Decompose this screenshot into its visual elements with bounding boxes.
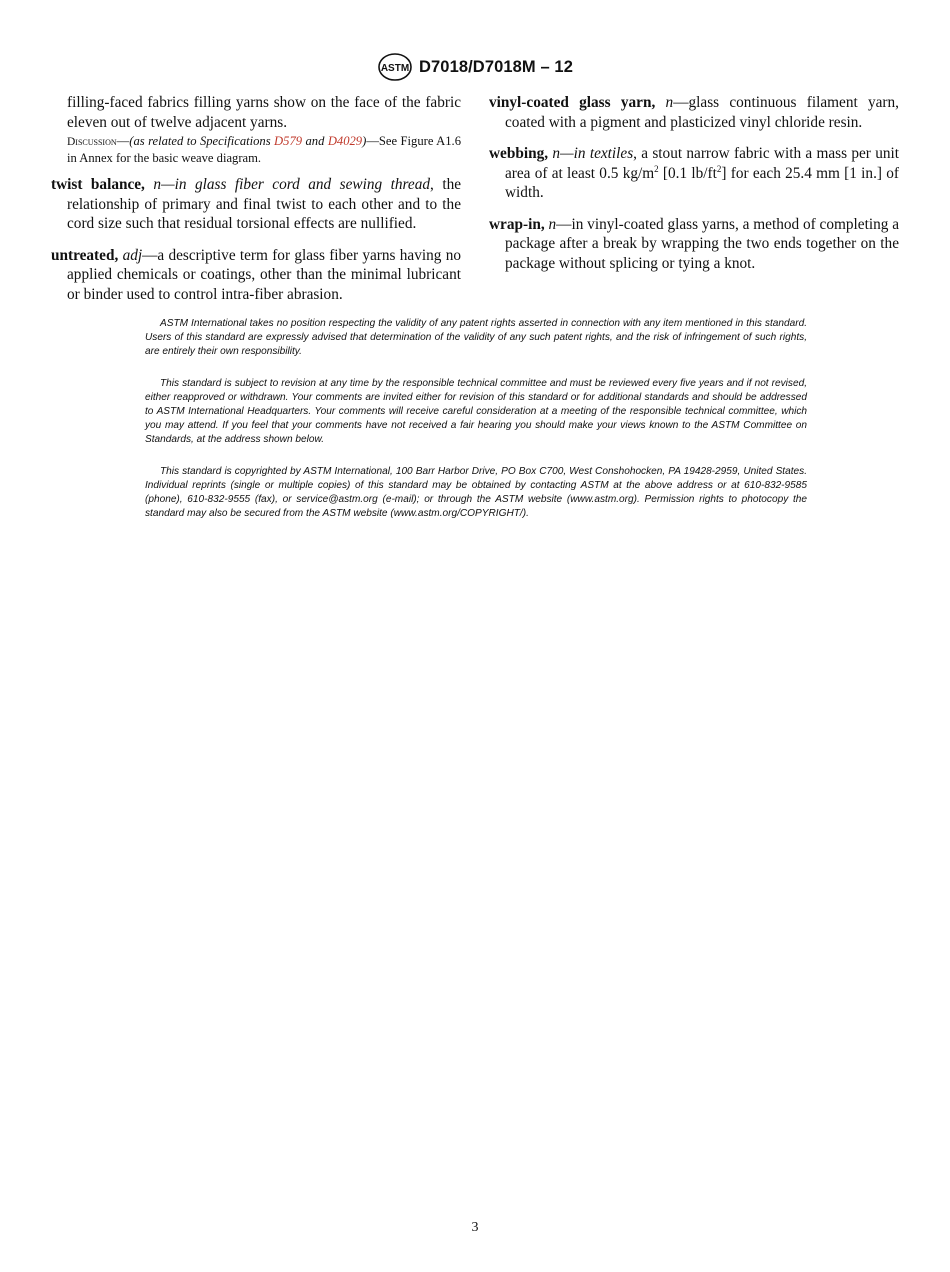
right-column: [489, 93, 899, 285]
term-webbing: webbing,: [489, 145, 549, 162]
ref-d579-link[interactable]: D579: [274, 134, 303, 148]
term-untreated: untreated,: [51, 246, 119, 264]
term-vinyl-coated-glass-yarn: vinyl-coated glass yarn,: [489, 94, 656, 111]
patent-notice: ASTM International takes no position respecting the validity of any patent rights asserted in connection with any item mentioned in this standard. Users of this standard are expressly advised that determination of the validity of any such patent rights, and the risk of infringement of such rights, are entirely their own responsibility.: [145, 318, 807, 357]
term-twist-balance: twist balance,: [51, 176, 145, 193]
definition-untreated: untreated, adj—a descriptive term for glass fiber yarns having no applied chemicals or coatings, other than the minimal lubricant or binder used to control intra-fiber abrasion.: [51, 246, 461, 303]
page-number: 3: [471, 1220, 479, 1235]
page-header: [0, 52, 950, 82]
term-wrap-in: wrap-in,: [489, 215, 545, 233]
definition-twist-balance: twist balance, n—in glass fiber cord and sewing thread, the relationship of primary and final twist to each other and to the cord size such that residual torsional effects are nullified.: [51, 176, 462, 232]
revision-notice: This standard is subject to revision at any time by the responsible technical committee and must be reviewed every five years and if not revised, either reapproved or withdrawn. Your comments are invited either for revision of this standard or for additional standards and should be addressed to ASTM International Headquarters. Your comments will receive careful consideration at a meeting of the responsible technical committee, which you may attend. If you feel that your comments have not received a fair hearing you should make your views known to the ASTM Committee on Standards, at the address shown below.: [145, 378, 807, 445]
left-column: [51, 93, 461, 316]
copyright-notice: This standard is copyrighted by ASTM International, 100 Barr Harbor Drive, PO Box C700, West Conshohocken, PA 19428-2959, United States. Individual reprints (single or multiple copies) of this standard may be obtained by contacting ASTM at the above address or at 610-832-9585 (phone), 610-832-9555 (fax), or service@astm.org (e-mail); or through the ASTM website (www.astm.org). Permission rights to photocopy the standard may also be secured from the ASTM website (www.astm.org/COPYRIGHT/).: [145, 466, 807, 519]
discussion-note: Discussion—(as related to Specifications D579 and D4029)—See Figure A1.6 in Annex for the basic weave diagram.: [67, 134, 461, 165]
ref-d4029-link[interactable]: D4029: [327, 134, 363, 148]
definition-webbing: webbing, n—in textiles, a stout narrow fabric with a mass per unit area of at least 0.5 $kg/m^2$ [0.1 $lb/ft^2$] for each 25.4 mm [1 in.] of width.: [489, 145, 899, 201]
continuation-text: filling-faced fabrics filling yarns show on the face of the fabric eleven out of twelve adjacent yarns.: [67, 94, 461, 131]
definition-vinyl-coated-glass-yarn: vinyl-coated glass yarn, n—glass continuous filament yarn, coated with a pigment and plasticized vinyl chloride resin.: [489, 94, 899, 131]
svg-text:ASTM: ASTM: [380, 63, 410, 74]
definition-wrap-in: wrap-in, n—in vinyl-coated glass yarns, a method of completing a package after a break by wrapping the two ends together on the package without splicing or tying a knot.: [489, 215, 899, 272]
astm-logo-icon: [377, 52, 413, 82]
legal-notices: [145, 317, 807, 540]
document-id: D7018/D7018M – 12: [419, 57, 573, 76]
